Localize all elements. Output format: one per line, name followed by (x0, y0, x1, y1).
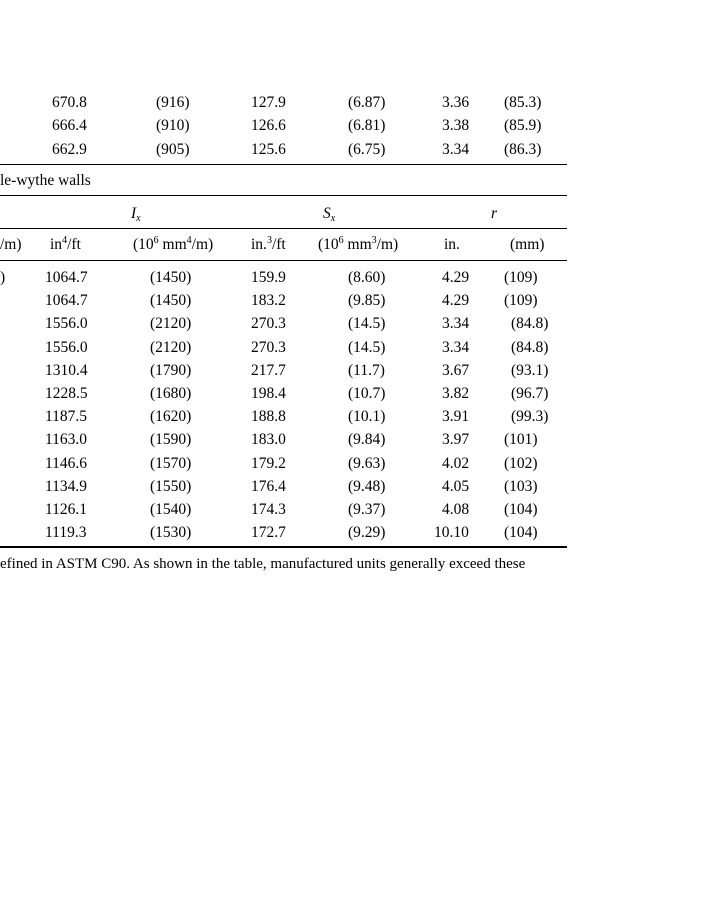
main-row-1-sx-si-cell: (8.60) (348, 269, 386, 286)
main-row-1-ix-si-cell: (1450) (150, 269, 192, 286)
top-row-2-r-si-cell: (85.9) (504, 117, 542, 135)
top-row-1-ix-si-cell: (916) (156, 94, 190, 111)
main-row-1-r-si-cell: (109) (504, 269, 538, 286)
main-row-4-ix-si-cell: (2120) (150, 338, 192, 356)
main-row-7-sx-us-cell: 188.8 (251, 408, 286, 426)
main-row-2-sx-si-cell: (9.85) (348, 292, 386, 310)
main-row-8-ix-us-cell: 1163.0 (45, 431, 88, 449)
partial-unit-header: /m) (0, 236, 22, 253)
top-row-1-sx-us-cell: 127.9 (251, 94, 286, 111)
rule-table-bottom (0, 546, 567, 548)
main-row-8-sx-us-cell: 183.0 (251, 431, 286, 449)
top-row-3-sx-us-cell: 125.6 (251, 140, 286, 158)
top-row-3-r-us-cell: 3.34 (442, 140, 470, 158)
partial-first-cell: ) (0, 269, 6, 286)
main-row-10-ix-si-cell: (1550) (150, 477, 192, 495)
rule-under-top-block (0, 164, 567, 165)
top-row-1-ix-us-cell: 670.8 (52, 94, 87, 111)
main-row-8-sx-si-cell: (9.84) (348, 431, 386, 449)
rule-under-section-title (0, 195, 567, 196)
main-row-5-ix-si-cell: (1790) (150, 361, 192, 379)
top-row-2-sx-si-cell: (6.81) (348, 117, 386, 135)
main-row-11-sx-us-cell: 174.3 (251, 501, 286, 518)
main-row-9-sx-us-cell: 179.2 (251, 454, 286, 472)
sx-group-header: $S_x$ (323, 205, 336, 224)
top-row-3-sx-si-cell: (6.75) (348, 140, 386, 158)
main-row-11-r-us-cell: 4.08 (442, 501, 470, 518)
main-row-10-r-si-cell: (103) (504, 477, 538, 495)
r-us-unit-header: in. (444, 236, 460, 253)
top-row-3-ix-us-cell: 662.9 (52, 140, 87, 158)
top-row-1-sx-si-cell: (6.87) (348, 94, 386, 111)
top-row-2-ix-si-cell: (910) (156, 117, 190, 135)
rule-under-unit-headers (0, 260, 567, 261)
main-row-1-ix-us-cell: 1064.7 (45, 269, 88, 286)
top-row-3-r-si-cell: (86.3) (504, 140, 542, 158)
main-row-9-r-si-cell: (102) (504, 454, 538, 472)
main-row-3-sx-us-cell: 270.3 (251, 315, 286, 333)
main-row-8-r-us-cell: 3.97 (442, 431, 470, 449)
main-row-7-ix-us-cell: 1187.5 (45, 408, 88, 426)
main-row-11-r-si-cell: (104) (504, 501, 538, 518)
main-row-1-r-us-cell: 4.29 (442, 269, 470, 286)
main-row-2-ix-si-cell: (1450) (150, 292, 192, 310)
main-row-7-r-si-cell: (99.3) (511, 408, 549, 426)
main-row-3-r-us-cell: 3.34 (442, 315, 470, 333)
main-row-7-ix-si-cell: (1620) (150, 408, 192, 426)
main-row-5-ix-us-cell: 1310.4 (45, 361, 88, 379)
ix-group-header: $I_x$ (131, 205, 141, 224)
top-row-1-r-us-cell: 3.36 (442, 94, 470, 111)
main-row-4-sx-us-cell: 270.3 (251, 338, 286, 356)
top-row-2-sx-us-cell: 126.6 (251, 117, 286, 135)
section-title: le-wythe walls (0, 172, 91, 189)
main-row-4-ix-us-cell: 1556.0 (45, 338, 88, 356)
main-row-2-r-us-cell: 4.29 (442, 292, 470, 310)
main-row-3-ix-us-cell: 1556.0 (45, 315, 88, 333)
main-row-9-ix-us-cell: 1146.6 (45, 454, 88, 472)
main-row-6-r-us-cell: 3.82 (442, 385, 470, 402)
main-row-11-ix-us-cell: 1126.1 (45, 501, 88, 518)
main-row-8-ix-si-cell: (1590) (150, 431, 192, 449)
sx-us-unit-header: in.$^3$/ft (251, 235, 286, 253)
top-row-2-r-us-cell: 3.38 (442, 117, 470, 135)
main-row-5-sx-us-cell: 217.7 (251, 361, 286, 379)
main-row-2-sx-us-cell: 183.2 (251, 292, 286, 310)
sx-si-unit-header: ($10^6$ $mm^3/m$) (318, 235, 399, 253)
main-row-6-r-si-cell: (96.7) (511, 385, 549, 402)
main-row-2-r-si-cell: (109) (504, 292, 538, 310)
ix-us-unit-header: $in^4/ft$ (50, 235, 81, 253)
main-row-5-r-si-cell: (93.1) (511, 361, 549, 379)
main-row-3-sx-si-cell: (14.5) (348, 315, 386, 333)
main-row-5-sx-si-cell: (11.7) (348, 361, 385, 379)
main-row-4-r-us-cell: 3.34 (442, 338, 470, 356)
ix-si-unit-header: ($10^6$ $mm^4/m$) (133, 235, 214, 253)
top-row-1-r-si-cell: (85.3) (504, 94, 542, 111)
main-row-10-r-us-cell: 4.05 (442, 477, 470, 495)
main-row-6-sx-si-cell: (10.7) (348, 385, 386, 402)
main-row-11-ix-si-cell: (1540) (150, 501, 192, 518)
main-row-10-ix-us-cell: 1134.9 (45, 477, 88, 495)
main-row-12-ix-si-cell: (1530) (150, 524, 192, 542)
main-row-9-ix-si-cell: (1570) (150, 454, 192, 472)
main-row-12-r-us-cell: 10.10 (434, 524, 469, 542)
main-row-10-sx-si-cell: (9.48) (348, 477, 386, 495)
main-row-12-sx-si-cell: (9.29) (348, 524, 386, 542)
main-row-7-sx-si-cell: (10.1) (348, 408, 386, 426)
main-row-3-r-si-cell: (84.8) (511, 315, 549, 333)
main-row-3-ix-si-cell: (2120) (150, 315, 192, 333)
main-row-11-sx-si-cell: (9.37) (348, 501, 386, 518)
main-row-12-ix-us-cell: 1119.3 (45, 524, 87, 542)
main-row-5-r-us-cell: 3.67 (442, 361, 470, 379)
main-row-2-ix-us-cell: 1064.7 (45, 292, 88, 310)
footnote: efined in ASTM C90. As shown in the table, manufactured units generally exceed these (0, 556, 526, 572)
main-row-4-r-si-cell: (84.8) (511, 338, 549, 356)
rule-under-group-headers (0, 228, 567, 229)
main-row-9-r-us-cell: 4.02 (442, 454, 470, 472)
top-row-2-ix-us-cell: 666.4 (52, 117, 87, 135)
r-group-header: r (491, 205, 498, 222)
r-si-unit-header: (mm) (510, 236, 545, 253)
main-row-6-ix-si-cell: (1680) (150, 385, 192, 402)
main-row-1-sx-us-cell: 159.9 (251, 269, 286, 286)
main-row-6-ix-us-cell: 1228.5 (45, 385, 88, 402)
main-row-4-sx-si-cell: (14.5) (348, 338, 386, 356)
main-row-12-r-si-cell: (104) (504, 524, 538, 542)
top-row-3-ix-si-cell: (905) (156, 140, 190, 158)
main-row-12-sx-us-cell: 172.7 (251, 524, 286, 542)
main-row-6-sx-us-cell: 198.4 (251, 385, 286, 402)
main-row-8-r-si-cell: (101) (504, 431, 538, 449)
main-row-7-r-us-cell: 3.91 (442, 408, 470, 426)
main-row-9-sx-si-cell: (9.63) (348, 454, 386, 472)
main-row-10-sx-us-cell: 176.4 (251, 477, 286, 495)
